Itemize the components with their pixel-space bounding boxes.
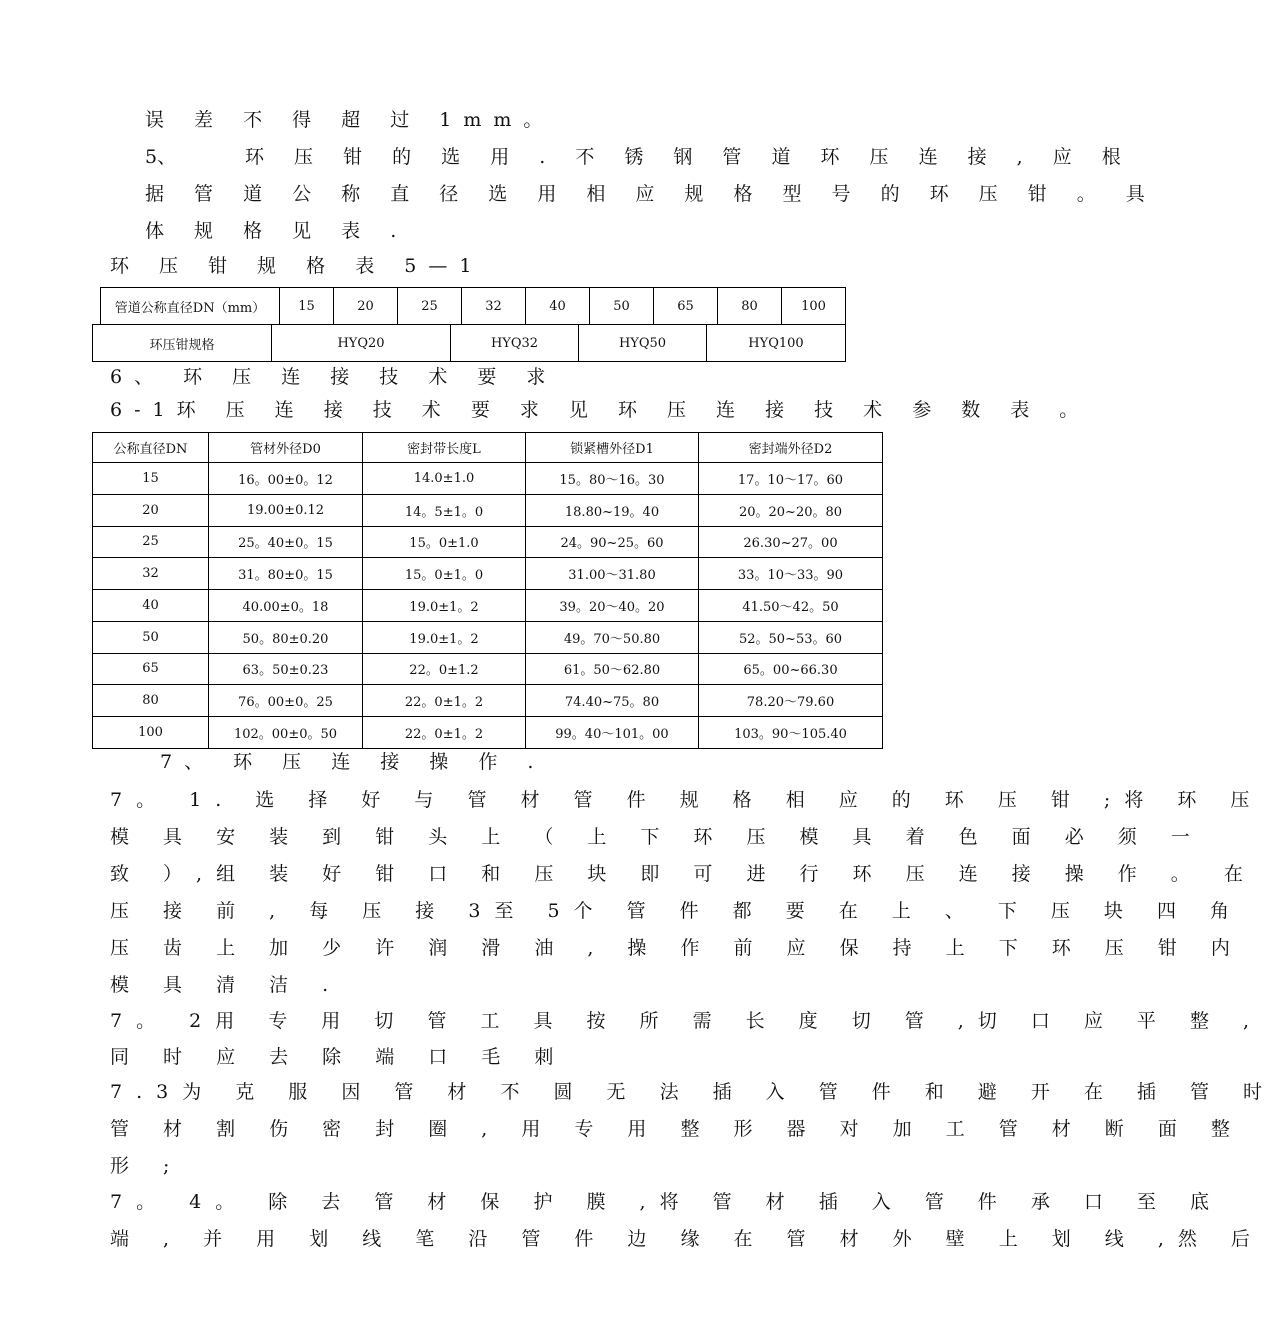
table-row xyxy=(93,685,883,717)
params-cell: 74.40~75。80 xyxy=(526,685,699,717)
params-cell: 32 xyxy=(93,558,209,590)
table-row xyxy=(93,717,883,749)
table1-spec-value: HYQ32 xyxy=(451,325,579,362)
table1-caption: 环 压 钳 规 格 表 5—1 xyxy=(110,255,484,277)
table-row xyxy=(93,526,883,558)
section7-line: 致 ）,组 装 好 钳 口 和 压 块 即 可 进 行 环 压 连 接 操 作 。 在 xyxy=(110,863,1257,885)
params-cell: 65。00~66.30 xyxy=(699,653,883,685)
params-cell: 19.00±0.12 xyxy=(209,494,363,526)
table-row xyxy=(93,558,883,590)
params-cell: 65 xyxy=(93,653,209,685)
section7-line: 7.3为 克 服 因 管 材 不 圆 无 法 插 入 管 件 和 避 开 在 插 管 时 xyxy=(110,1081,1276,1103)
params-cell: 15。0±1。0 xyxy=(363,558,526,590)
section7-line: 压 接 前 , 每 压 接 3至 5个 管 件 都 要 在 上 、 下 压 块 四 角 xyxy=(110,900,1244,922)
table1-dn-value: 32 xyxy=(462,288,526,325)
table-row xyxy=(93,590,883,622)
params-cell: 39。20～40。20 xyxy=(526,590,699,622)
params-header: 公称直径DN xyxy=(93,433,209,463)
section7-line: 模 具 安 装 到 钳 头 上 （ 上 下 环 压 模 具 着 色 面 必 须 一 xyxy=(110,826,1204,848)
params-cell: 31.00～31.80 xyxy=(526,558,699,590)
params-header: 密封端外径D2 xyxy=(699,433,883,463)
params-cell: 25。40±0。15 xyxy=(209,526,363,558)
section7-line: 模 具 清 洁 . xyxy=(110,974,343,996)
section7-line: 7。 4。 除 去 管 材 保 护 膜 ,将 管 材 插 入 管 件 承 口 至 底 xyxy=(110,1191,1223,1213)
table1-spec-value: HYQ20 xyxy=(272,325,451,362)
table1-dn-value: 50 xyxy=(590,288,654,325)
section5-line1: 环 压 钳 的 选 用 . 不 锈 钢 管 道 环 压 连 接 , 应 根 xyxy=(245,146,1133,168)
params-cell: 20。20~20。80 xyxy=(699,494,883,526)
table1-dn-label: 管道公称直径DN（mm） xyxy=(101,288,280,325)
params-header: 锁紧槽外径D1 xyxy=(526,433,699,463)
table1-spec-label: 环压钳规格 xyxy=(93,325,272,362)
params-cell: 18.80~19。40 xyxy=(526,494,699,526)
para4-tail: 误 差 不 得 超 过 1mm。 xyxy=(145,109,555,131)
params-cell: 76。00±0。25 xyxy=(209,685,363,717)
params-header-row xyxy=(93,433,883,463)
params-cell: 40 xyxy=(93,590,209,622)
table1-dn-value: 20 xyxy=(334,288,398,325)
params-cell: 16。00±0。12 xyxy=(209,463,363,495)
params-cell: 78.20～79.60 xyxy=(699,685,883,717)
params-cell: 52。50~53。60 xyxy=(699,621,883,653)
section7-line: 同 时 应 去 除 端 口 毛 刺 xyxy=(110,1046,568,1068)
params-cell: 102。00±0。50 xyxy=(209,717,363,749)
table-row xyxy=(93,494,883,526)
params-cell: 100 xyxy=(93,717,209,749)
table1-dn-value: 100 xyxy=(782,288,846,325)
table1-dn-row xyxy=(100,287,846,325)
params-cell: 17。10～17。60 xyxy=(699,463,883,495)
section6-title: 6、 环 压 连 接 技 术 要 求 xyxy=(110,366,558,388)
section5-line2: 据 管 道 公 称 直 径 选 用 相 应 规 格 型 号 的 环 压 钳 。 具 xyxy=(145,183,1157,205)
params-cell: 22。0±1.2 xyxy=(363,653,526,685)
params-cell: 22。0±1。2 xyxy=(363,717,526,749)
params-cell: 61。50～62.80 xyxy=(526,653,699,685)
params-cell: 40.00±0。18 xyxy=(209,590,363,622)
table-row xyxy=(93,463,883,495)
params-cell: 50。80±0.20 xyxy=(209,621,363,653)
section5-line3: 体 规 格 见 表 . xyxy=(145,220,409,242)
params-cell: 103。90～105.40 xyxy=(699,717,883,749)
params-cell: 14。5±1。0 xyxy=(363,494,526,526)
section7-line: 7。 2用 专 用 切 管 工 具 按 所 需 长 度 切 管 ,切 口 应 平 整 , xyxy=(110,1010,1264,1032)
params-cell: 20 xyxy=(93,494,209,526)
table-row xyxy=(93,621,883,653)
params-cell: 80 xyxy=(93,685,209,717)
table1-spec-value: HYQ50 xyxy=(579,325,707,362)
table1-dn-value: 15 xyxy=(280,288,334,325)
section6-subtitle: 6-1环 压 连 接 技 术 要 求 见 环 压 连 接 技 术 参 数 表 。 xyxy=(110,399,1091,421)
params-cell: 99。40～101。00 xyxy=(526,717,699,749)
params-cell: 15。80～16。30 xyxy=(526,463,699,495)
params-cell: 14.0±1.0 xyxy=(363,463,526,495)
params-cell: 49。70～50.80 xyxy=(526,621,699,653)
table1-dn-value: 65 xyxy=(654,288,718,325)
params-header: 管材外径D0 xyxy=(209,433,363,463)
params-cell: 50 xyxy=(93,621,209,653)
params-cell: 24。90~25。60 xyxy=(526,526,699,558)
section7-line: 压 齿 上 加 少 许 润 滑 油 , 操 作 前 应 保 持 上 下 环 压 钳 内 xyxy=(110,937,1244,959)
params-cell: 31。80±0。15 xyxy=(209,558,363,590)
params-cell: 41.50～42。50 xyxy=(699,590,883,622)
params-cell: 25 xyxy=(93,526,209,558)
params-cell: 15 xyxy=(93,463,209,495)
section7-line: 7。 1. 选 择 好 与 管 材 管 件 规 格 相 应 的 环 压 钳 ;将 环 压 xyxy=(110,789,1264,811)
table1-dn-value: 25 xyxy=(398,288,462,325)
params-header: 密封带长度L xyxy=(363,433,526,463)
section7-title: 7、 环 压 连 接 操 作 . xyxy=(160,751,546,773)
section5-number: 5、 xyxy=(145,146,177,168)
params-cell: 15。0±1.0 xyxy=(363,526,526,558)
params-cell: 19.0±1。2 xyxy=(363,590,526,622)
table1-dn-value: 80 xyxy=(718,288,782,325)
params-cell: 19.0±1。2 xyxy=(363,621,526,653)
table-row xyxy=(93,653,883,685)
section7-line: 端 , 并 用 划 线 笔 沿 管 件 边 缘 在 管 材 外 壁 上 划 线 ,然 后 xyxy=(110,1228,1264,1250)
section7-line: 管 材 割 伤 密 封 圈 , 用 专 用 整 形 器 对 加 工 管 材 断 面 整 xyxy=(110,1118,1244,1140)
params-cell: 22。0±1。2 xyxy=(363,685,526,717)
table1-spec-row xyxy=(92,324,846,362)
params-cell: 26.30~27。00 xyxy=(699,526,883,558)
table1-spec-value: HYQ100 xyxy=(707,325,846,362)
params-cell: 63。50±0.23 xyxy=(209,653,363,685)
params-cell: 33。10～33。90 xyxy=(699,558,883,590)
section7-line: 形 ; xyxy=(110,1155,184,1177)
params-table xyxy=(92,432,883,749)
table1-dn-value: 40 xyxy=(526,288,590,325)
